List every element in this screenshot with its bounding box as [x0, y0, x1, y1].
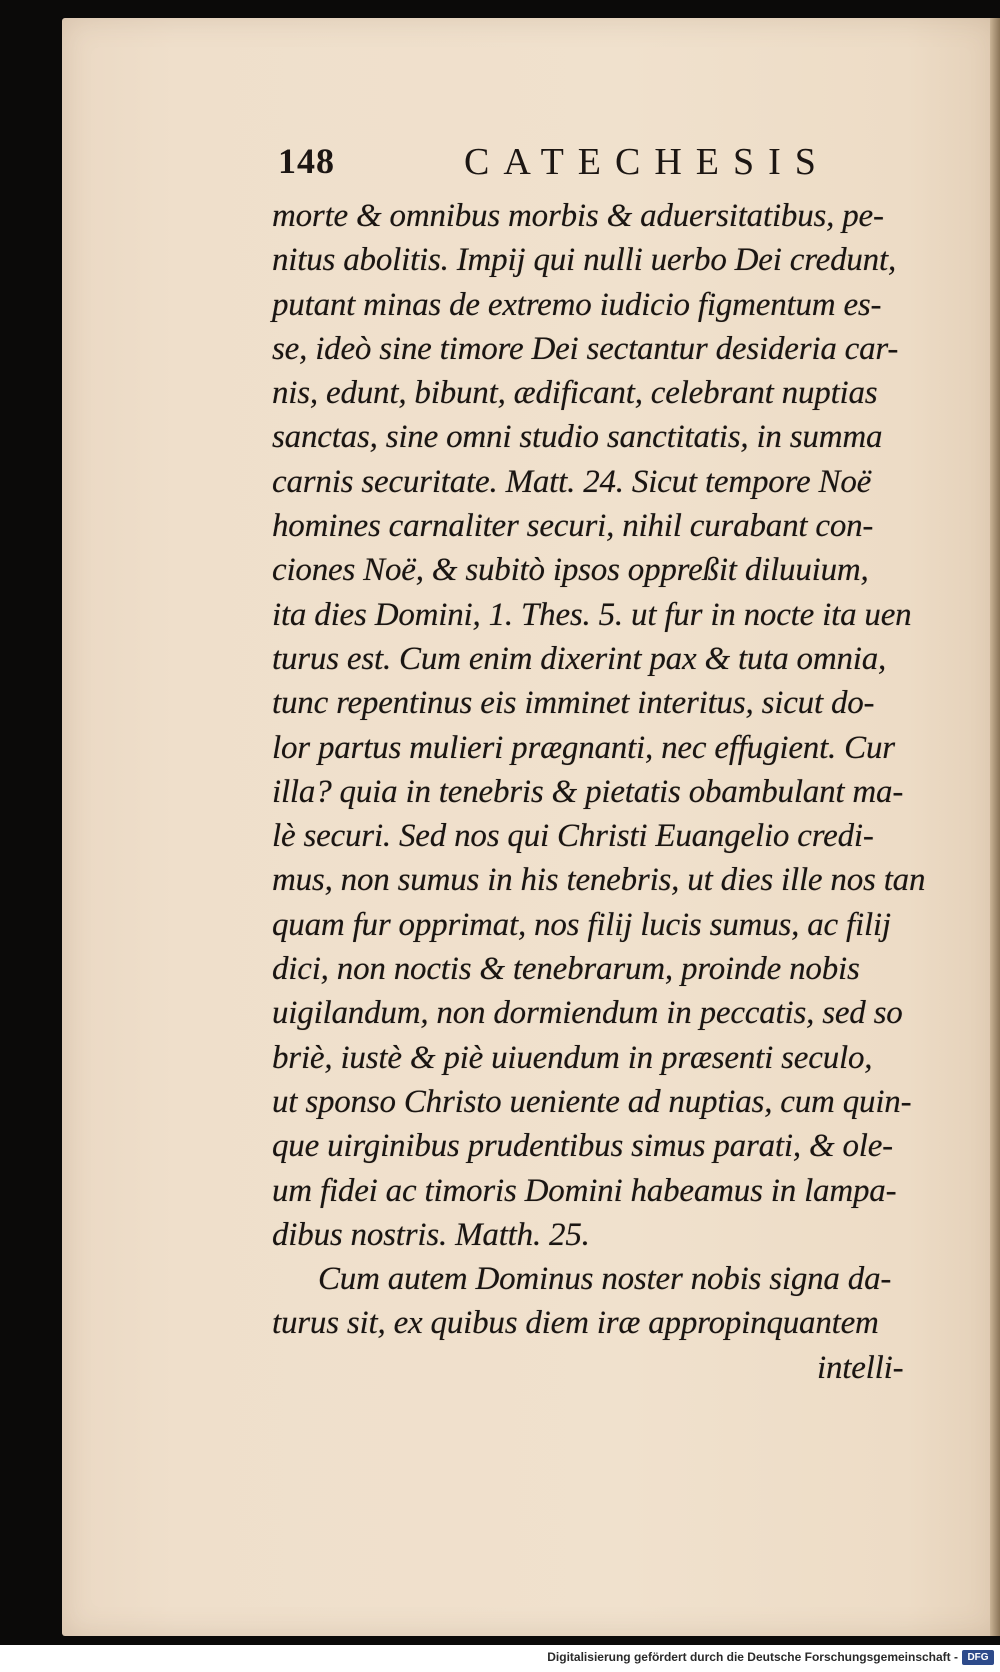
footer-bar	[0, 1645, 1000, 1672]
text-line: nis, edunt, bibunt, ædificant, celebrant nuptias	[272, 375, 878, 412]
text-line: sanctas, sine omni studio sanctitatis, in summa	[272, 419, 883, 456]
text-line: que uirginibus prudentibus simus parati, & ole-	[272, 1128, 893, 1165]
text-line: ciones Noë, & subitò ipsos oppreßit diluuium,	[272, 552, 869, 589]
page-number: 148	[278, 141, 335, 181]
running-head	[278, 140, 838, 186]
text-line: ita dies Domini, 1. Thes. 5. ut fur in nocte ita uen	[272, 596, 912, 633]
text-line: briè, iustè & piè uiuendum in præsenti seculo,	[272, 1039, 873, 1076]
page-edge	[990, 18, 1000, 1636]
text-line: tunc repentinus eis imminet interitus, sicut do-	[272, 685, 875, 722]
paragraph-first-line: Cum autem Dominus noster nobis signa da-	[318, 1261, 892, 1298]
text-line: um fidei ac timoris Domini habeamus in lampa-	[272, 1172, 897, 1209]
text-line: se, ideò sine timore Dei sectantur desideria car-	[272, 330, 899, 367]
text-line: uigilandum, non dormiendum in peccatis, sed so	[272, 995, 903, 1032]
text-line: dibus nostris. Matth. 25.	[272, 1216, 590, 1253]
text-line: lor partus mulieri prægnanti, nec effugient. Cur	[272, 729, 895, 766]
dfg-logo: DFG	[962, 1650, 994, 1665]
digitization-note: Digitalisierung gefördert durch die Deutsche Forschungsgemeinschaft -	[547, 1650, 958, 1664]
text-line: carnis securitate. Matt. 24. Sicut tempore Noë	[272, 463, 872, 500]
text-line: lè securi. Sed nos qui Christi Euangelio credi-	[272, 818, 874, 855]
text-line: turus sit, ex quibus diem iræ appropinquantem	[272, 1305, 879, 1342]
text-line: ut sponso Christo ueniente ad nuptias, cum quin-	[272, 1083, 912, 1120]
running-title: CATECHESIS	[464, 141, 830, 183]
text-line: quam fur opprimat, nos filij lucis sumus, ac filij	[272, 906, 891, 943]
catchword: intelli-	[817, 1349, 904, 1386]
text-block	[272, 194, 952, 1390]
text-line: morte & omnibus morbis & aduersitatibus, pe-	[272, 198, 884, 234]
text-line: dici, non noctis & tenebrarum, proinde nobis	[272, 951, 860, 988]
text-line: putant minas de extremo iudicio figmentum es-	[272, 286, 882, 323]
text-line: homines carnaliter securi, nihil curabant con-	[272, 508, 874, 545]
text-line: turus est. Cum enim dixerint pax & tuta omnia,	[272, 640, 887, 677]
text-line: mus, non sumus in his tenebris, ut dies ille nos tan	[272, 862, 926, 899]
text-line: illa? quia in tenebris & pietatis obambulant ma-	[272, 773, 904, 810]
text-line: nitus abolitis. Impij qui nulli uerbo Dei credunt,	[272, 242, 896, 279]
